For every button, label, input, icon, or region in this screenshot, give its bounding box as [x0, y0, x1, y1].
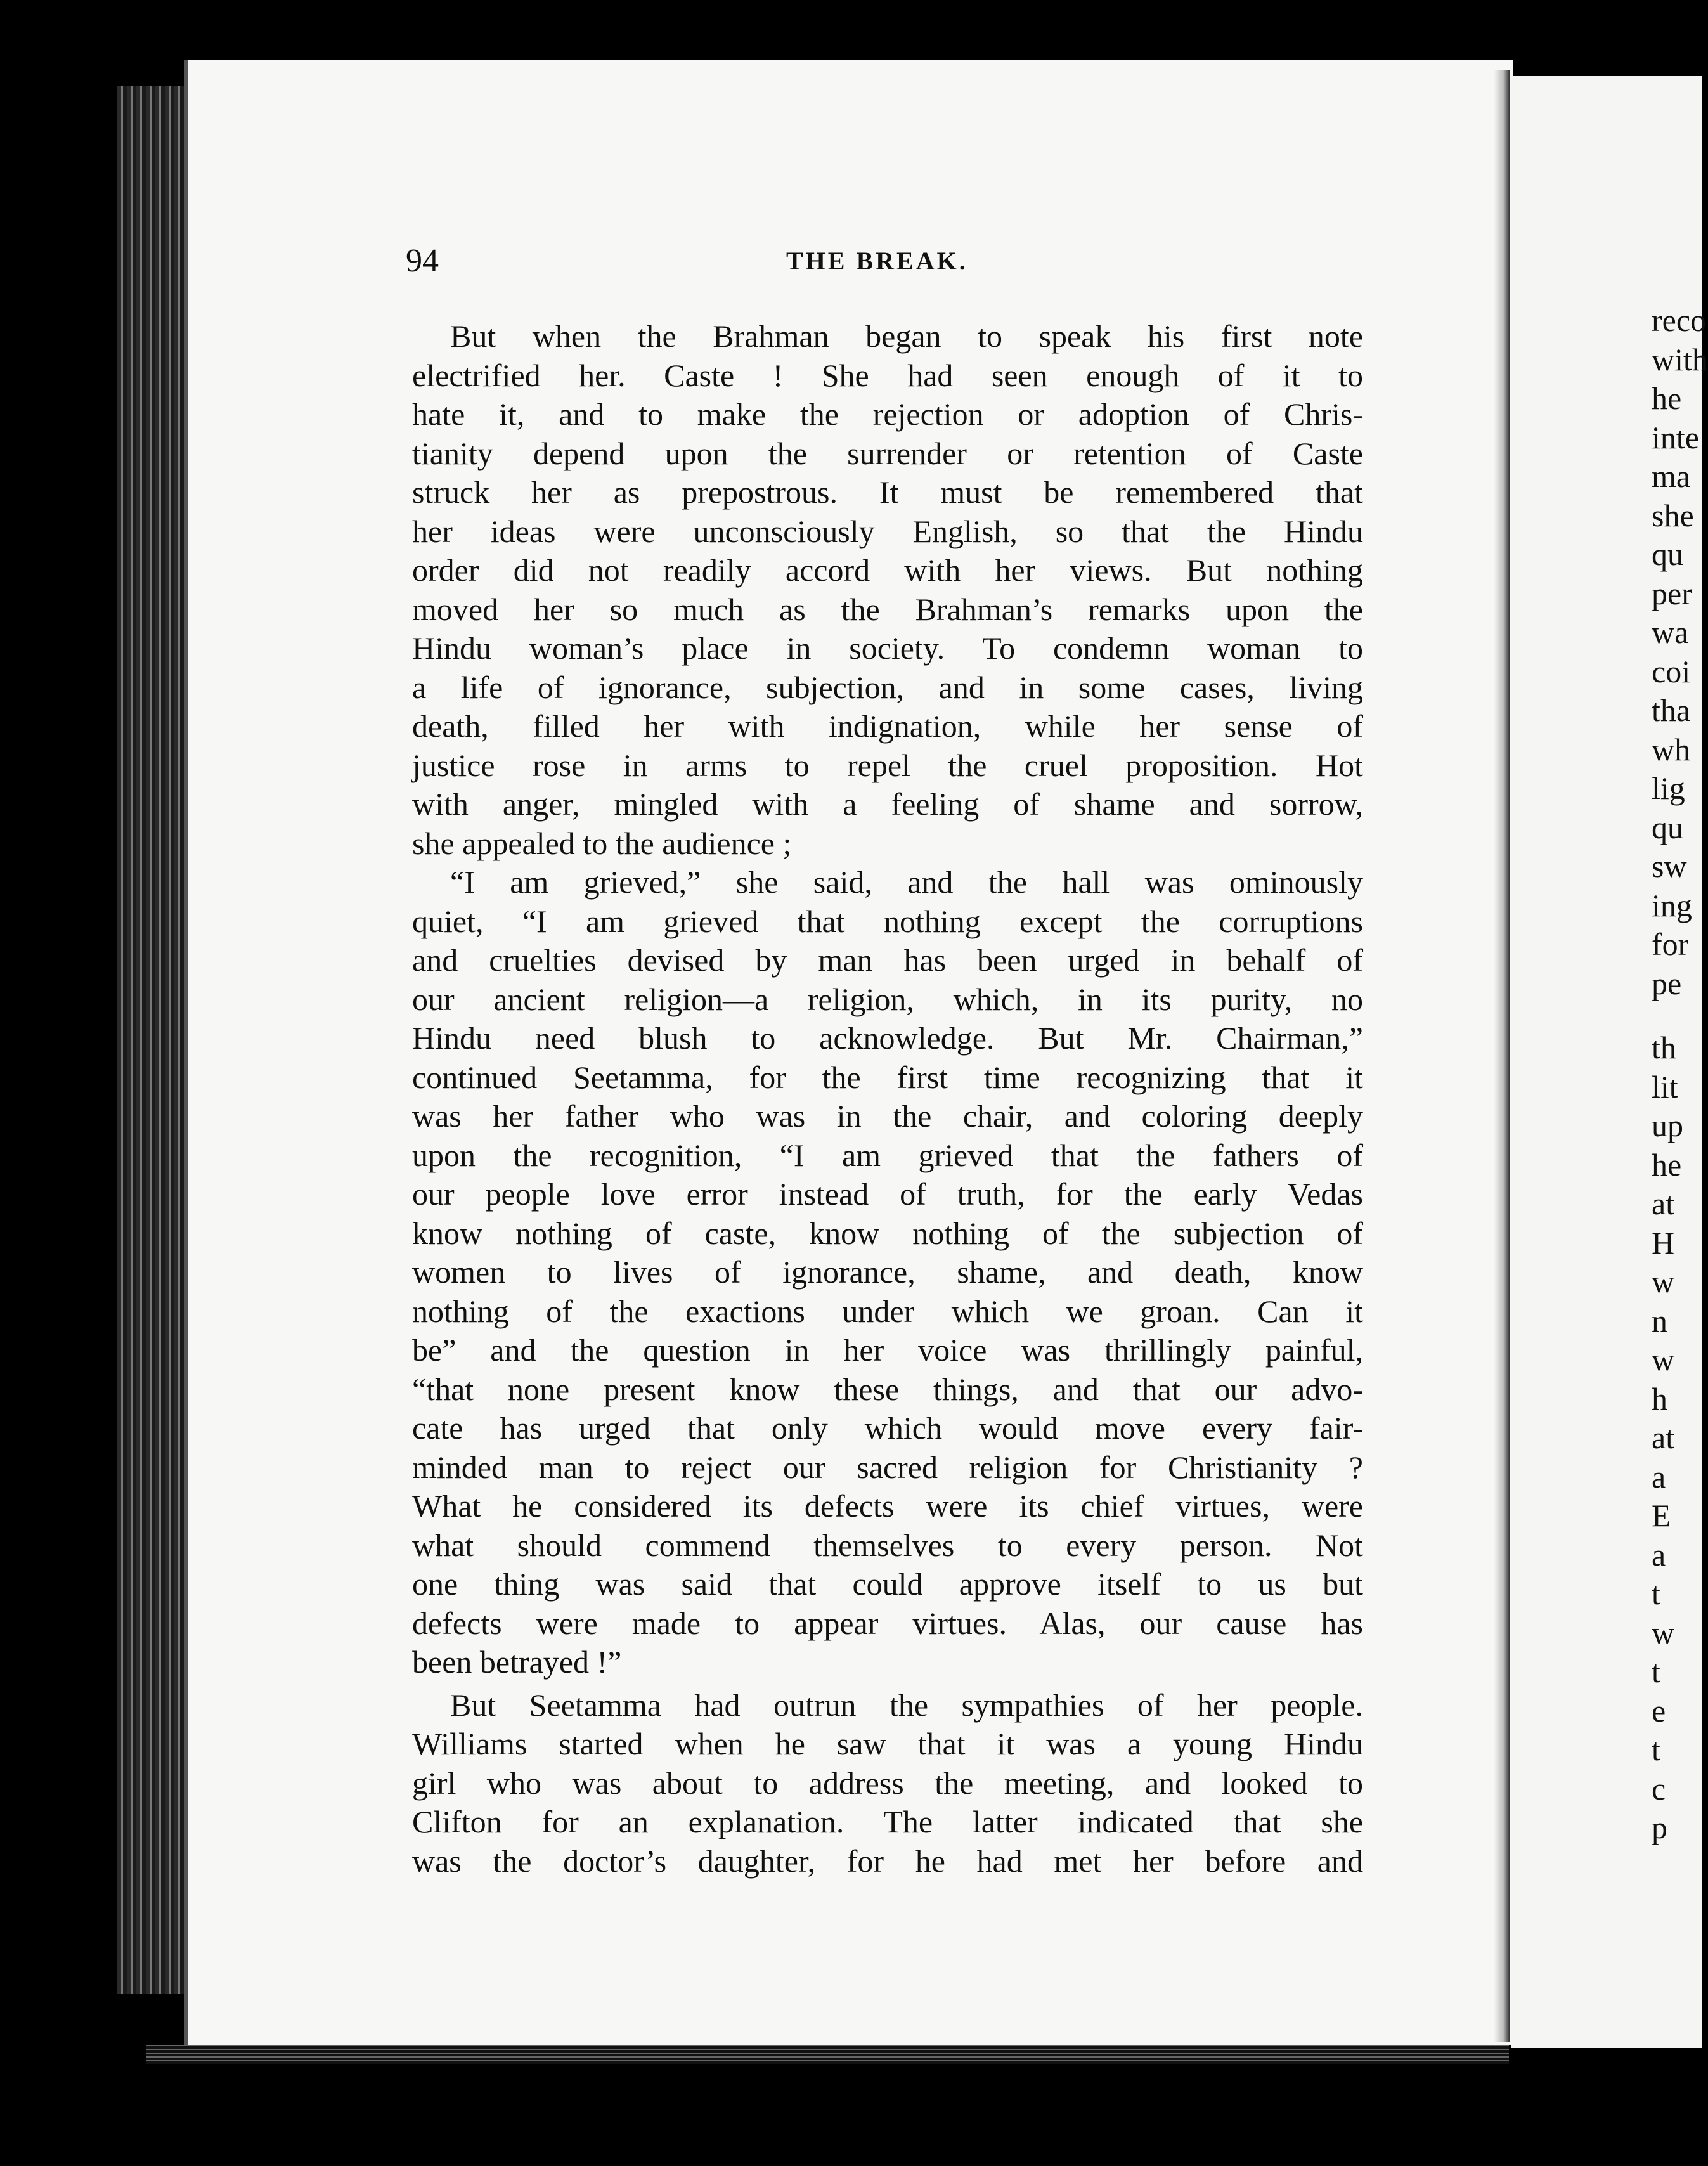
- fragment-line: th: [1652, 1030, 1676, 1065]
- body-text: [412, 317, 1363, 1881]
- fragment-line: reco: [1652, 302, 1707, 338]
- fragment-line: lig: [1652, 770, 1685, 806]
- fragment-line: H: [1652, 1224, 1675, 1261]
- book-gutter: [1494, 70, 1510, 2042]
- text-line: women to lives of ignorance, shame, and death, know: [412, 1254, 1363, 1290]
- text-line: quiet, “I am grieved that nothing except the corruptions: [412, 903, 1363, 939]
- fragment-line: p: [1652, 1810, 1667, 1845]
- text-line: girl who was about to address the meeting, and looked to: [412, 1765, 1363, 1801]
- text-line: what should commend themselves to every person. Not: [412, 1527, 1363, 1563]
- text-line: her ideas were unconsciously English, so that the Hindu: [412, 513, 1363, 549]
- text-line: one thing was said that could approve itself to us but: [412, 1566, 1363, 1602]
- fragment-line: h: [1652, 1380, 1667, 1417]
- text-line: death, filled her with indignation, while her sense of: [412, 708, 1363, 744]
- text-line: tianity depend upon the surrender or retention of Caste: [412, 435, 1363, 471]
- fragment-line: E: [1652, 1498, 1671, 1533]
- fragment-line: qu: [1652, 536, 1683, 572]
- text-line: But when the Brahman began to speak his first note: [450, 318, 1363, 354]
- text-line: upon the recognition, “I am grieved that the fathers of: [412, 1137, 1363, 1173]
- fragment-line: t: [1652, 1732, 1660, 1767]
- running-title: THE BREAK.: [786, 247, 968, 275]
- fragment-line: t: [1652, 1654, 1660, 1689]
- fragment-line: c: [1652, 1770, 1666, 1806]
- text-line: What he considered its defects were its chief virtues, were: [412, 1488, 1363, 1524]
- fragment-line: tha: [1652, 692, 1691, 728]
- fragment-line: coi: [1652, 653, 1691, 689]
- text-line: was her father who was in the chair, and coloring deeply: [412, 1098, 1363, 1134]
- text-line: our ancient religion—a religion, which, in its purity, no: [412, 981, 1363, 1017]
- text-line: “I am grieved,” she said, and the hall was ominously: [450, 864, 1363, 900]
- text-line: hate it, and to make the rejection or adoption of Chris-: [412, 396, 1363, 432]
- book-page-edges: [117, 86, 193, 1994]
- text-line: minded man to reject our sacred religion for Christianity ?: [412, 1449, 1363, 1485]
- fragment-line: a: [1652, 1458, 1666, 1495]
- fragment-line: she: [1652, 497, 1694, 533]
- fragment-line: with: [1652, 341, 1708, 377]
- text-line: But Seetamma had outrun the sympathies of her people.: [450, 1687, 1363, 1723]
- fragment-line: lit: [1652, 1068, 1678, 1105]
- page-bottom-edges: [146, 2045, 1509, 2064]
- text-line: be” and the question in her voice was thrillingly painful,: [412, 1332, 1363, 1368]
- text-line: been betrayed !”: [412, 1644, 622, 1680]
- text-line: Hindu need blush to acknowledge. But Mr. Chairman,”: [412, 1020, 1363, 1056]
- fragment-line: w: [1652, 1342, 1675, 1377]
- fragment-line: he: [1652, 380, 1682, 416]
- fragment-line: ma: [1652, 458, 1691, 494]
- fragment-line: he: [1652, 1146, 1682, 1183]
- fragment-line: up: [1652, 1108, 1683, 1143]
- fragment-line: wa: [1652, 614, 1689, 650]
- page-header: [406, 242, 1357, 287]
- text-line: she appealed to the audience ;: [412, 825, 792, 861]
- fragment-line: pe: [1652, 965, 1682, 1001]
- text-line: Hindu woman’s place in society. To condemn woman to: [412, 630, 1363, 666]
- text-line: order did not readily accord with her views. But nothing: [412, 552, 1363, 588]
- fragment-line: at: [1652, 1420, 1675, 1455]
- right-page-text-fragments: [1652, 301, 1708, 1848]
- fragment-line: t: [1652, 1576, 1660, 1611]
- text-line: our people love error instead of truth, for the early Vedas: [412, 1176, 1363, 1212]
- text-line: moved her so much as the Brahman’s remarks upon the: [412, 591, 1363, 627]
- fragment-line: for: [1652, 926, 1689, 962]
- fragment-line: per: [1652, 575, 1692, 611]
- text-line: and cruelties devised by man has been urged in behalf of: [412, 942, 1363, 978]
- fragment-line: n: [1652, 1302, 1667, 1339]
- text-line: with anger, mingled with a feeling of shame and sorrow,: [412, 786, 1363, 822]
- text-line: know nothing of caste, know nothing of the subjection of: [412, 1215, 1363, 1251]
- text-line: a life of ignorance, subjection, and in some cases, living: [412, 669, 1363, 705]
- fragment-line: sw: [1652, 848, 1687, 884]
- text-line: was the doctor’s daughter, for he had met her before and: [412, 1843, 1363, 1879]
- text-line: struck her as prepostrous. It must be remembered that: [412, 474, 1363, 510]
- fragment-line: w: [1652, 1614, 1675, 1650]
- text-line: justice rose in arms to repel the cruel proposition. Hot: [412, 747, 1363, 783]
- text-line: “that none present know these things, and that our advo-: [412, 1371, 1363, 1407]
- text-line: defects were made to appear virtues. Alas, our cause has: [412, 1605, 1363, 1641]
- fragment-line: qu: [1652, 809, 1683, 845]
- fragment-line: w: [1652, 1264, 1675, 1299]
- text-line: nothing of the exactions under which we groan. Can it: [412, 1293, 1363, 1329]
- fragment-line: e: [1652, 1692, 1666, 1728]
- text-line: Williams started when he saw that it was a young Hindu: [412, 1726, 1363, 1761]
- fragment-line: ing: [1652, 887, 1692, 923]
- fragment-line: wh: [1652, 731, 1691, 767]
- text-line: electrified her. Caste ! She had seen enough of it to: [412, 357, 1363, 393]
- text-line: continued Seetamma, for the first time recognizing that it: [412, 1059, 1363, 1095]
- text-line: Clifton for an explanation. The latter indicated that she: [412, 1804, 1363, 1839]
- fragment-line: a: [1652, 1536, 1666, 1573]
- page-number: 94: [406, 243, 439, 279]
- text-line: cate has urged that only which would move every fair-: [412, 1410, 1363, 1446]
- fragment-line: at: [1652, 1186, 1675, 1221]
- fragment-line: inte: [1652, 419, 1699, 455]
- paragraph-gap: [1652, 1003, 1702, 1028]
